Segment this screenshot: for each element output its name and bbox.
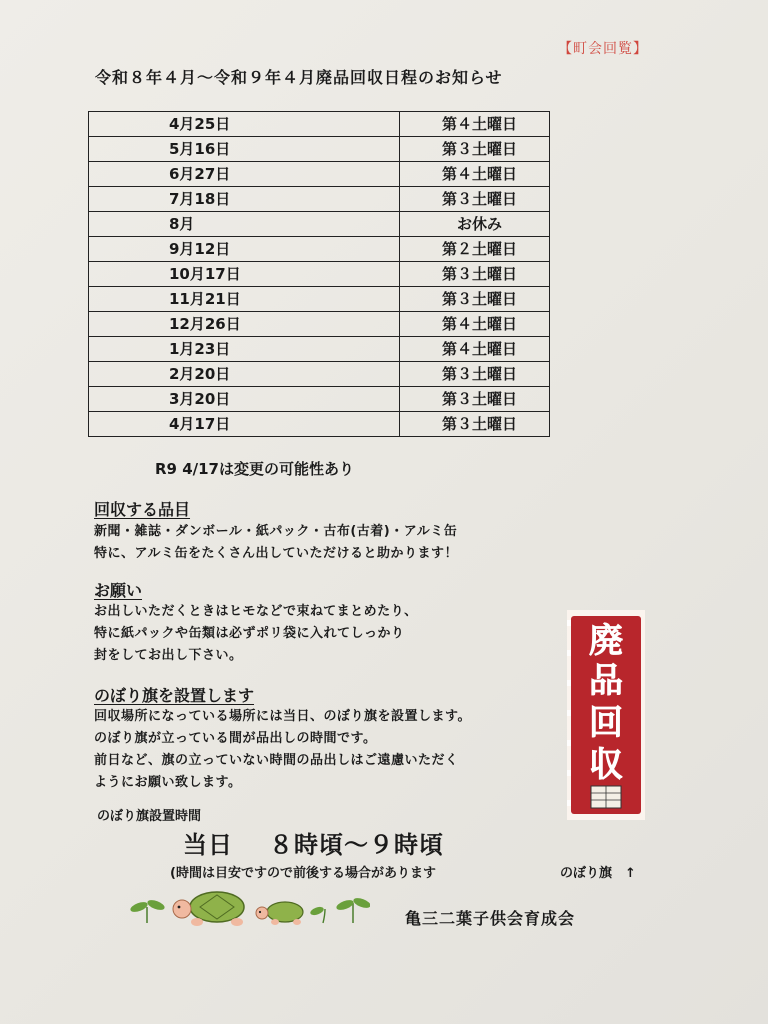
items-line: 特に、アルミ缶をたくさん出していただけると助かります！: [94, 546, 458, 561]
schedule-week: 第３土曜日: [400, 387, 550, 412]
schedule-week: 第３土曜日: [400, 412, 550, 437]
flag-line: のぼり旗が立っている間が品出しの時間です。: [94, 731, 377, 746]
table-row: [89, 312, 550, 337]
table-row: [89, 112, 550, 137]
table-row: [89, 212, 550, 237]
schedule-week: 第３土曜日: [400, 362, 550, 387]
request-line: 特に紙パックや缶類は必ずポリ袋に入れてしっかり: [94, 626, 405, 641]
schedule-table: [88, 111, 550, 437]
request-heading: お願い: [94, 581, 143, 600]
table-row: [89, 237, 550, 262]
sprout-icon: [309, 905, 325, 923]
request-body: [94, 601, 418, 667]
flag-char: 廃: [589, 621, 623, 661]
schedule-date: 5月16日: [89, 137, 400, 162]
turtle-icon: [256, 902, 303, 925]
schedule-date: 1月23日: [89, 337, 400, 362]
schedule-week: 第４土曜日: [400, 162, 550, 187]
schedule-date: 11月21日: [89, 287, 400, 312]
flag-char: 収: [589, 745, 623, 785]
table-row: [89, 362, 550, 387]
recycling-flag-icon: [567, 610, 645, 820]
schedule-week: 第３土曜日: [400, 137, 550, 162]
schedule-week: 第２土曜日: [400, 237, 550, 262]
flag-char: 品: [589, 661, 623, 701]
schedule-date: 12月26日: [89, 312, 400, 337]
flag-body: [94, 706, 471, 794]
table-row: [89, 337, 550, 362]
items-line: 新聞・雑誌・ダンボール・紙パック・古布(古着)・アルミ缶: [94, 524, 458, 539]
schedule-week: 第３土曜日: [400, 187, 550, 212]
turtle-icon: [173, 892, 244, 926]
table-row: [89, 137, 550, 162]
schedule-week: 第４土曜日: [400, 337, 550, 362]
items-body: [94, 521, 458, 565]
flag-time-label: のぼり旗設置時間: [97, 809, 202, 824]
newspaper-bundle-icon: [591, 786, 621, 808]
schedule-date: 4月25日: [89, 112, 400, 137]
schedule-date: 10月17日: [89, 262, 400, 287]
table-row: [89, 187, 550, 212]
table-row: [89, 287, 550, 312]
schedule-week: 第４土曜日: [400, 112, 550, 137]
organization-name: 亀三二葉子供会育成会: [405, 909, 576, 928]
flag-time-range: ８時頃～９時頃: [269, 831, 444, 859]
schedule-date: 3月20日: [89, 387, 400, 412]
flag-time-day: 当日: [183, 831, 233, 859]
schedule-date: 6月27日: [89, 162, 400, 187]
sprout-icon: [129, 898, 166, 923]
turtle-decoration-icon: [125, 885, 370, 930]
schedule-week: 第３土曜日: [400, 262, 550, 287]
flag-line: ようにお願い致します。: [94, 775, 242, 790]
document-title: 令和８年４月～令和９年４月廃品回収日程のお知らせ: [95, 68, 503, 87]
schedule-date: 9月12日: [89, 237, 400, 262]
flag-caption: のぼり旗 ↑: [560, 866, 636, 881]
table-row: [89, 412, 550, 437]
circulation-tag: 【町会回覧】: [558, 41, 648, 57]
flag-time: [183, 825, 444, 860]
schedule-date: 4月17日: [89, 412, 400, 437]
sprout-icon: [335, 896, 370, 923]
schedule-date: 8月: [89, 212, 400, 237]
table-note: R9 4/17は変更の可能性あり: [155, 460, 354, 478]
table-row: [89, 262, 550, 287]
schedule-date: 2月20日: [89, 362, 400, 387]
time-note: (時間は目安ですので前後する場合があります: [170, 866, 436, 881]
items-heading: 回収する品目: [94, 500, 191, 519]
schedule-week: お休み: [400, 212, 550, 237]
flag-char: 回: [589, 703, 623, 743]
schedule-week: 第３土曜日: [400, 287, 550, 312]
schedule-week: 第４土曜日: [400, 312, 550, 337]
table-row: [89, 387, 550, 412]
flag-line: 前日など、旗の立っていない時間の品出しはご遠慮いただく: [94, 753, 459, 768]
flag-line: 回収場所になっている場所には当日、のぼり旗を設置します。: [94, 709, 471, 724]
request-line: 封をしてお出し下さい。: [94, 648, 243, 663]
request-line: お出しいただくときはヒモなどで束ねてまとめたり、: [94, 604, 418, 619]
schedule-date: 7月18日: [89, 187, 400, 212]
table-row: [89, 162, 550, 187]
flag-heading: のぼり旗を設置します: [94, 686, 255, 705]
